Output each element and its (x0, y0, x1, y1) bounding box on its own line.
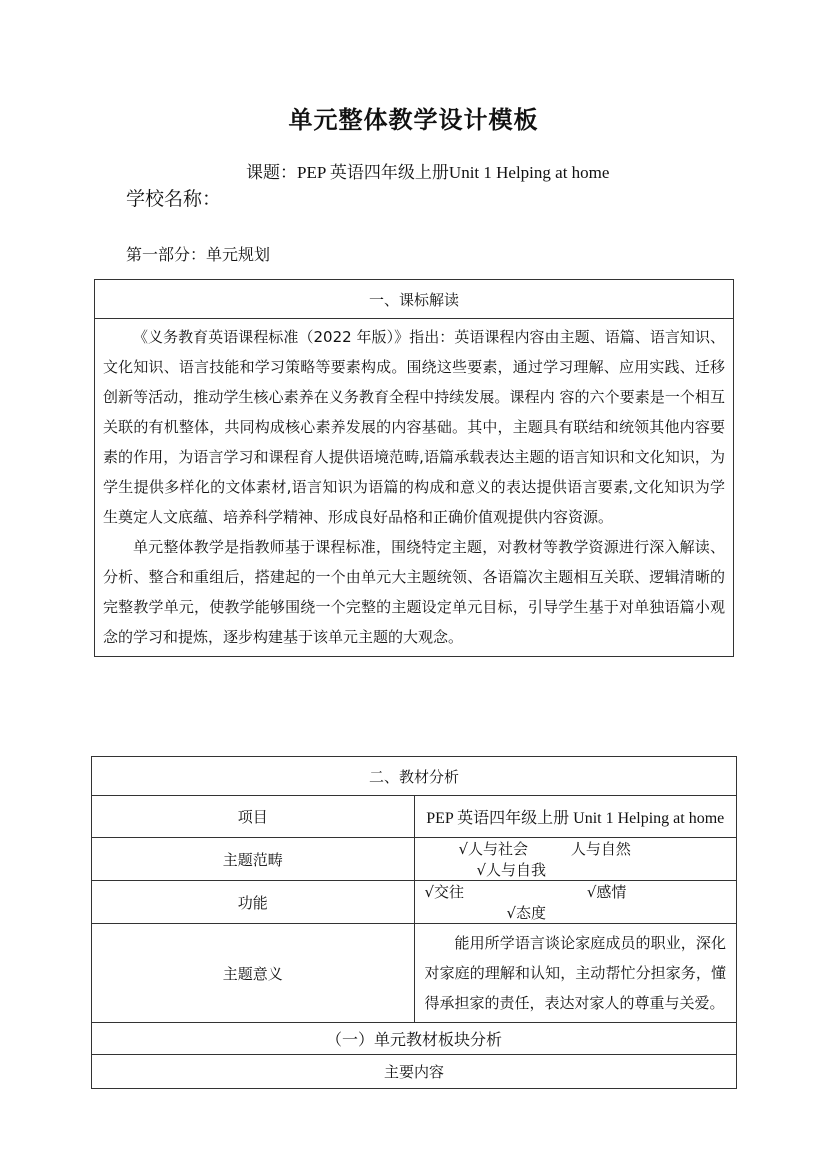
scope-option-society: √人与社会 (458, 840, 529, 858)
function-option-communication: √交往 (424, 883, 465, 901)
textbook-analysis-table (91, 756, 737, 1089)
section1-heading: 一、课标解读 (95, 280, 734, 319)
page-title: 单元整体教学设计模板 (288, 106, 539, 134)
scope-option-self: √人与自我 (476, 861, 547, 879)
subject-label: 课题： (246, 163, 297, 183)
function-options (414, 881, 737, 924)
part-heading: 第一部分：单元规划 (126, 245, 271, 264)
main-content-label: 主要内容 (92, 1055, 737, 1089)
school-name-label: 学校名称： (126, 188, 222, 210)
curriculum-standard-table (94, 279, 734, 657)
section2-heading: 二、教材分析 (92, 757, 737, 796)
scope-label: 主题范畴 (92, 838, 415, 881)
subject-value: PEP 英语四年级上册Unit 1 Helping at home (297, 163, 610, 182)
section1-paragraph-2: 单元整体教学是指教师基于课程标准，围绕特定主题，对教材等教学资源进行深入解读、分析、整合和重组后，搭建起的一个由单元大主题统领、各语篇次主题相互关联、逻辑清晰的完整教学单元，使教学能够围绕一个完整的主题设定单元目标，引导学生基于对单独语篇小观念的学习和提炼，逐步构建基于该单元主题的大观念。 (103, 538, 725, 646)
item-value: PEP 英语四年级上册 Unit 1 Helping at home (414, 796, 737, 838)
item-label: 项目 (92, 796, 415, 838)
section1-body (95, 319, 734, 657)
section1-paragraph-1: 《义务教育英语课程标准（2022 年版）》指出：英语课程内容由主题、语篇、语言知识、文化知识、语言技能和学习策略等要素构成。围绕这些要素，通过学习理解、应用实践、迁移创新等活动，推动学生核心素养在义务教育全程中持续发展。课程内 容的六个要素是一个相互关联的有机整体，共同构成核心素养发展的内容基础。其中，主题具有联结和统领其他内容要素的作用，为语言学习和课程育人提供语境范畴,语篇承载表达主题的语言知识和文化知识，为学生提供多样化的文体素材,语言知识为语篇的构成和意义的表达提供语言要素,文化知识为学生奠定人文底蕴、培养科学精神、形成良好品格和正确价值观提供内容资源。 (103, 328, 725, 526)
function-label: 功能 (92, 881, 415, 924)
scope-options (414, 838, 737, 881)
function-option-attitude: √态度 (506, 904, 547, 922)
meaning-label: 主题意义 (92, 924, 415, 1023)
function-option-emotion: √感情 (586, 883, 627, 901)
scope-option-nature: 人与自然 (570, 840, 631, 858)
subsection-heading: （一）单元教材板块分析 (92, 1023, 737, 1055)
subject-line (246, 158, 609, 183)
meaning-value: 能用所学语言谈论家庭成员的职业，深化对家庭的理解和认知，主动帮忙分担家务，懂得承担家的责任，表达对家人的尊重与关爱。 (414, 924, 737, 1023)
